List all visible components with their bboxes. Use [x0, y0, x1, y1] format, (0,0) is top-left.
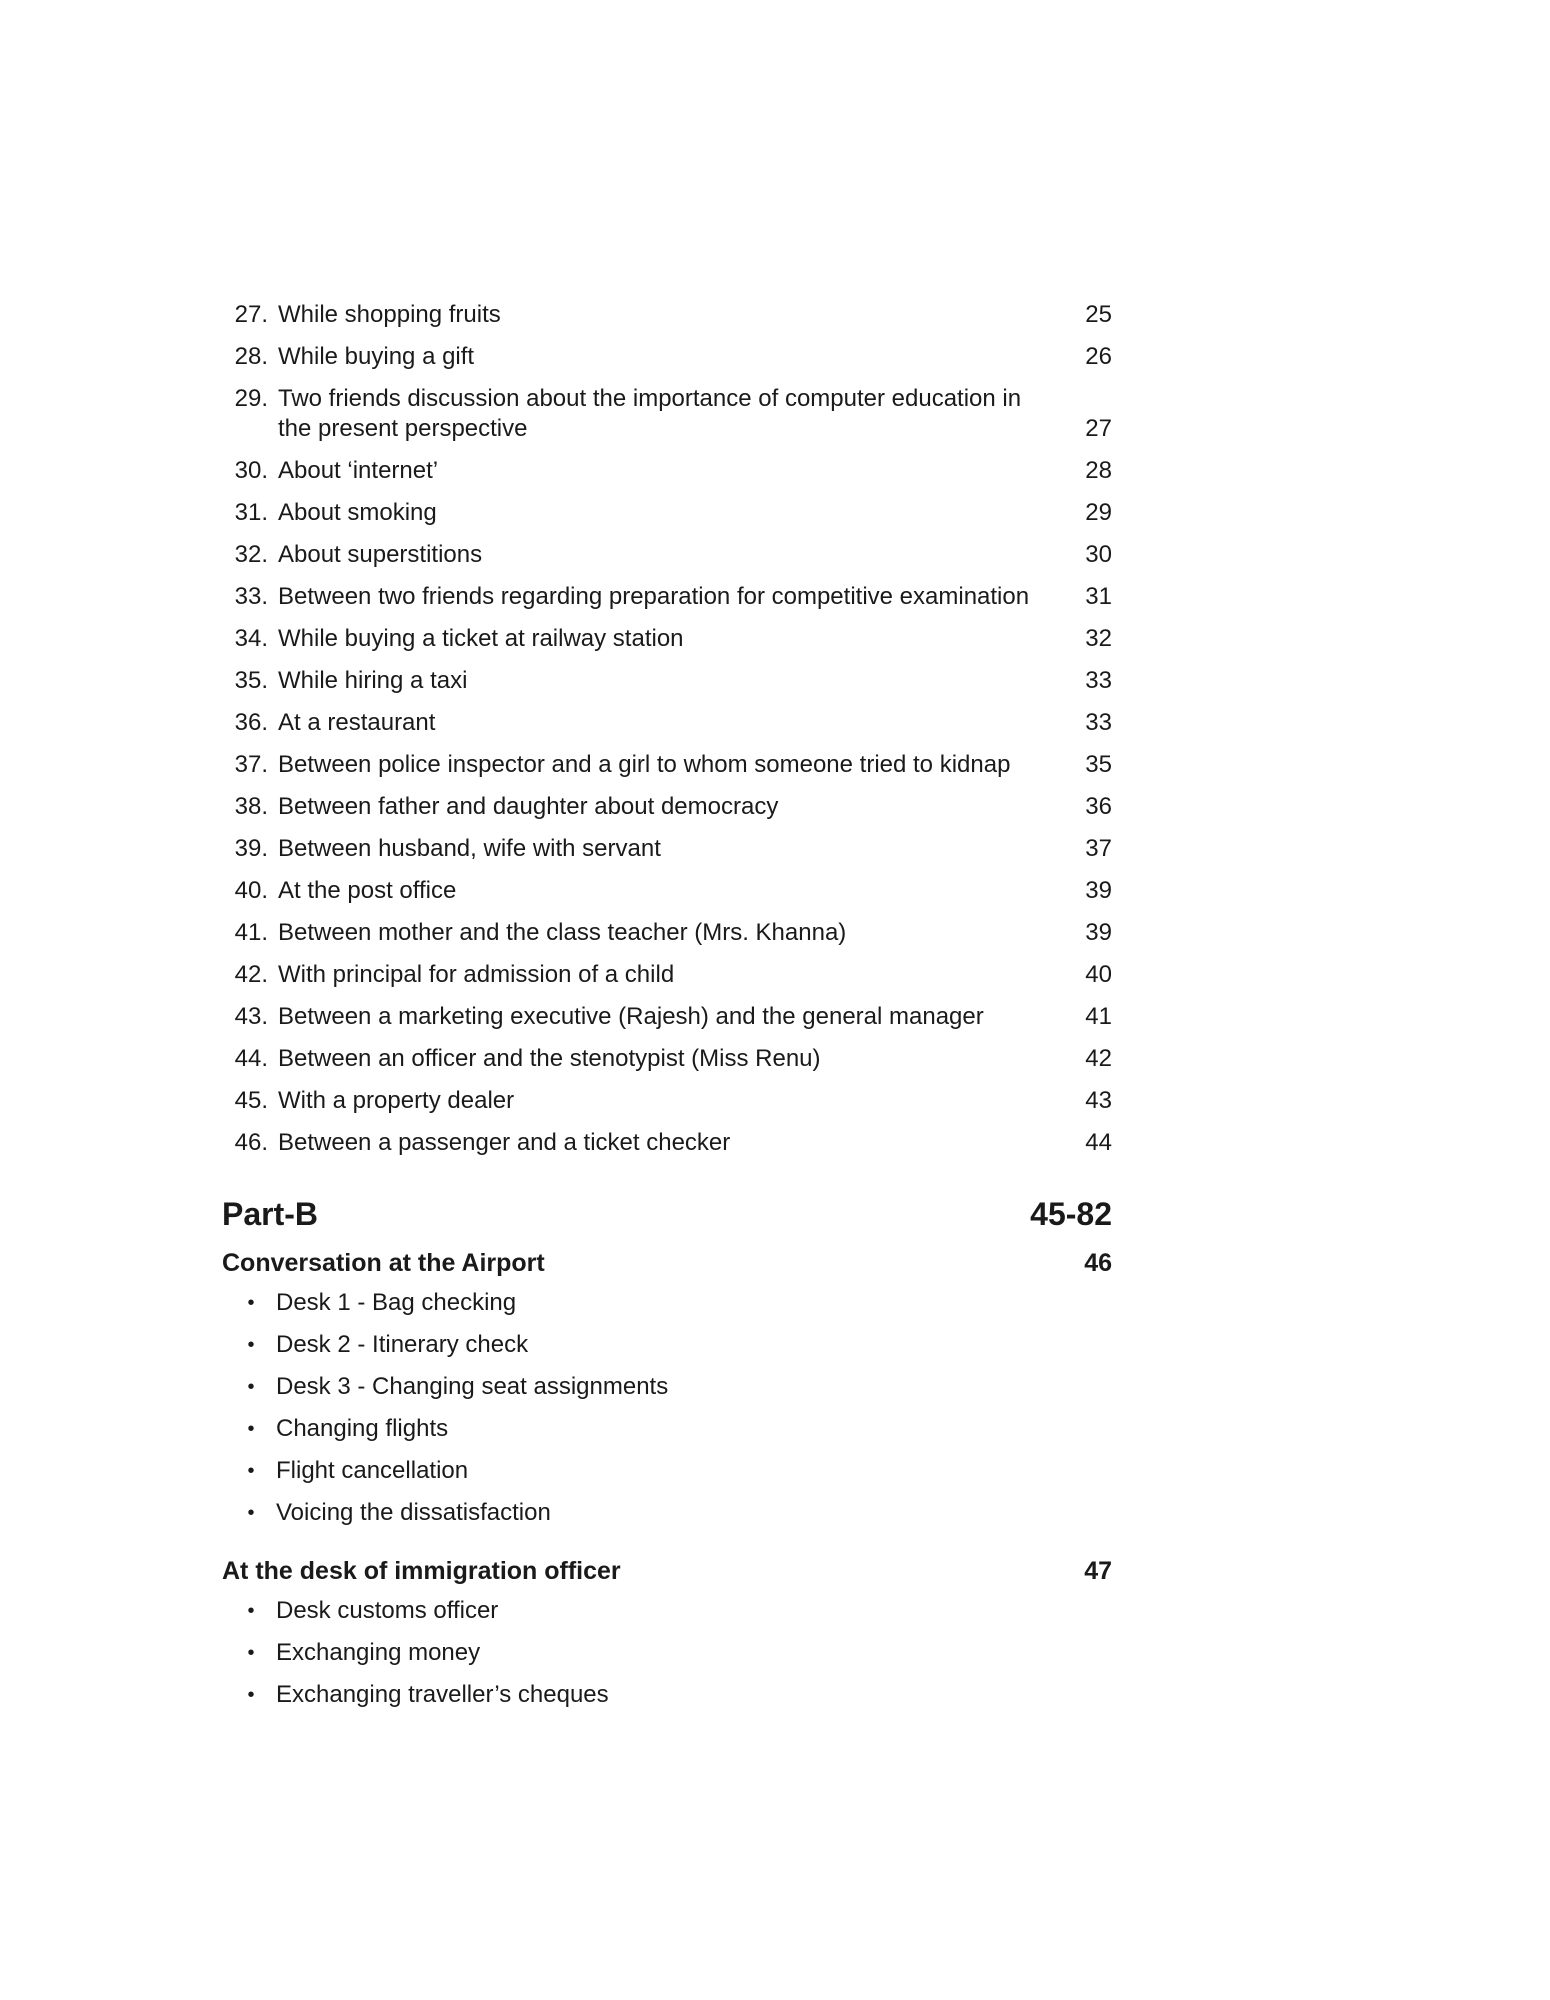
section-page: 46: [1084, 1249, 1112, 1277]
entry-title: While buying a gift: [278, 343, 475, 370]
entry-title: At a restaurant: [278, 709, 436, 736]
bullet-icon: •: [247, 1460, 255, 1482]
entry-title: About superstitions: [278, 541, 483, 568]
entry-number: 37.: [234, 751, 268, 778]
list-item: [222, 1596, 1112, 1626]
list-item-label: Changing flights: [276, 1415, 449, 1442]
part-title: Part-B: [222, 1196, 319, 1232]
entry-title: While shopping fruits: [278, 301, 501, 328]
entry-number: 29.: [234, 385, 268, 412]
entry-number: 41.: [234, 919, 268, 946]
entry-title: Between an officer and the stenotypist (Miss Renu): [278, 1045, 821, 1072]
entry-title: At the post office: [278, 877, 457, 904]
entry-number: 38.: [234, 793, 268, 820]
entry-number: 45.: [234, 1087, 268, 1114]
toc-entry: [222, 666, 1112, 696]
section-title: Conversation at the Airport: [222, 1249, 545, 1277]
entry-title: Between mother and the class teacher (Mrs. Khanna): [278, 919, 847, 946]
list-item: [222, 1498, 1112, 1528]
toc-entry: [222, 708, 1112, 738]
list-item: [222, 1638, 1112, 1668]
bullet-icon: •: [247, 1292, 255, 1314]
toc-entry: [222, 918, 1112, 948]
entry-page: 35: [1085, 751, 1112, 778]
list-item: [222, 1456, 1112, 1486]
entry-title: About smoking: [278, 499, 437, 526]
entry-number: 39.: [234, 835, 268, 862]
entry-number: 43.: [234, 1003, 268, 1030]
list-item-label: Exchanging money: [276, 1639, 481, 1666]
list-item-label: Desk 1 - Bag checking: [276, 1289, 517, 1316]
section-page: 47: [1084, 1557, 1112, 1585]
toc-entry: [222, 456, 1112, 486]
list-item: [222, 1680, 1112, 1710]
entry-page: 40: [1085, 961, 1112, 988]
part-b-heading: [222, 1194, 1112, 1234]
entry-number: 33.: [234, 583, 268, 610]
table-of-contents: [222, 300, 1112, 1722]
list-item-label: Flight cancellation: [276, 1457, 469, 1484]
entry-number: 35.: [234, 667, 268, 694]
toc-entry: [222, 582, 1112, 612]
entry-page: 25: [1085, 301, 1112, 328]
list-item: [222, 1414, 1112, 1444]
entry-number: 27.: [234, 301, 268, 328]
toc-entry: [222, 876, 1112, 906]
entry-page: 36: [1085, 793, 1112, 820]
bullet-icon: •: [247, 1502, 255, 1524]
toc-entry: [222, 384, 1112, 444]
toc-entry: [222, 1128, 1112, 1158]
part-page-range: 45-82: [1030, 1196, 1112, 1232]
entry-title: Between father and daughter about democracy: [278, 793, 779, 820]
toc-entry: [222, 1044, 1112, 1074]
entry-page: 39: [1085, 919, 1112, 946]
entry-number: 32.: [234, 541, 268, 568]
entry-number: 36.: [234, 709, 268, 736]
toc-entry: [222, 834, 1112, 864]
entry-page: 33: [1085, 667, 1112, 694]
list-item: [222, 1372, 1112, 1402]
bullet-icon: •: [247, 1642, 255, 1664]
entry-page: 27: [1085, 415, 1112, 442]
entry-title: About ‘internet’: [278, 457, 439, 484]
toc-entry: [222, 792, 1112, 822]
bullet-icon: •: [247, 1376, 255, 1398]
bullet-icon: •: [247, 1684, 255, 1706]
bullet-icon: •: [247, 1334, 255, 1356]
toc-entry: [222, 1086, 1112, 1116]
list-item-label: Voicing the dissatisfaction: [276, 1499, 551, 1526]
list-item-label: Desk customs officer: [276, 1597, 499, 1624]
list-item-label: Desk 2 - Itinerary check: [276, 1331, 529, 1358]
entry-title: Between husband, wife with servant: [278, 835, 661, 862]
entry-page: 42: [1085, 1045, 1112, 1072]
entry-number: 44.: [234, 1045, 268, 1072]
toc-entry: [222, 1002, 1112, 1032]
section-title: At the desk of immigration officer: [222, 1557, 621, 1585]
entry-number: 34.: [234, 625, 268, 652]
entry-title: While buying a ticket at railway station: [278, 625, 684, 652]
section-heading: [222, 1554, 1112, 1588]
entry-title: With principal for admission of a child: [278, 961, 675, 988]
entry-title: Two friends discussion about the importance of computer education in the present perspective: [278, 385, 1022, 442]
toc-entry: [222, 498, 1112, 528]
toc-entry: [222, 540, 1112, 570]
entry-number: 28.: [234, 343, 268, 370]
list-item-label: Exchanging traveller’s cheques: [276, 1681, 609, 1708]
entry-title: Between police inspector and a girl to whom someone tried to kidnap: [278, 751, 1011, 778]
entry-number: 30.: [234, 457, 268, 484]
entry-title: Between a marketing executive (Rajesh) and the general manager: [278, 1003, 984, 1030]
entry-title: Between two friends regarding preparation for competitive examination: [278, 583, 1030, 610]
entry-page: 33: [1085, 709, 1112, 736]
entry-title: Between a passenger and a ticket checker: [278, 1129, 731, 1156]
bullet-icon: •: [247, 1418, 255, 1440]
entry-page: 37: [1085, 835, 1112, 862]
entry-number: 40.: [234, 877, 268, 904]
toc-entry: [222, 624, 1112, 654]
entry-page: 32: [1085, 625, 1112, 652]
entry-number: 42.: [234, 961, 268, 988]
bullet-icon: •: [247, 1600, 255, 1622]
entry-page: 31: [1085, 583, 1112, 610]
entry-title: With a property dealer: [278, 1087, 515, 1114]
entry-page: 30: [1085, 541, 1112, 568]
toc-entry: [222, 960, 1112, 990]
entry-page: 26: [1085, 343, 1112, 370]
bullet-list: [222, 1288, 1112, 1528]
entry-page: 28: [1085, 457, 1112, 484]
entry-number: 46.: [234, 1129, 268, 1156]
entry-number: 31.: [234, 499, 268, 526]
entry-page: 41: [1085, 1003, 1112, 1030]
toc-entry: [222, 750, 1112, 780]
toc-entry: [222, 342, 1112, 372]
list-item: [222, 1288, 1112, 1318]
list-item: [222, 1330, 1112, 1360]
entry-page: 44: [1085, 1129, 1112, 1156]
section-heading: [222, 1246, 1112, 1280]
entry-page: 43: [1085, 1087, 1112, 1114]
entry-page: 39: [1085, 877, 1112, 904]
entry-page: 29: [1085, 499, 1112, 526]
bullet-list: [222, 1596, 1112, 1710]
toc-entry: [222, 300, 1112, 330]
list-item-label: Desk 3 - Changing seat assignments: [276, 1373, 669, 1400]
entry-title: While hiring a taxi: [278, 667, 468, 694]
